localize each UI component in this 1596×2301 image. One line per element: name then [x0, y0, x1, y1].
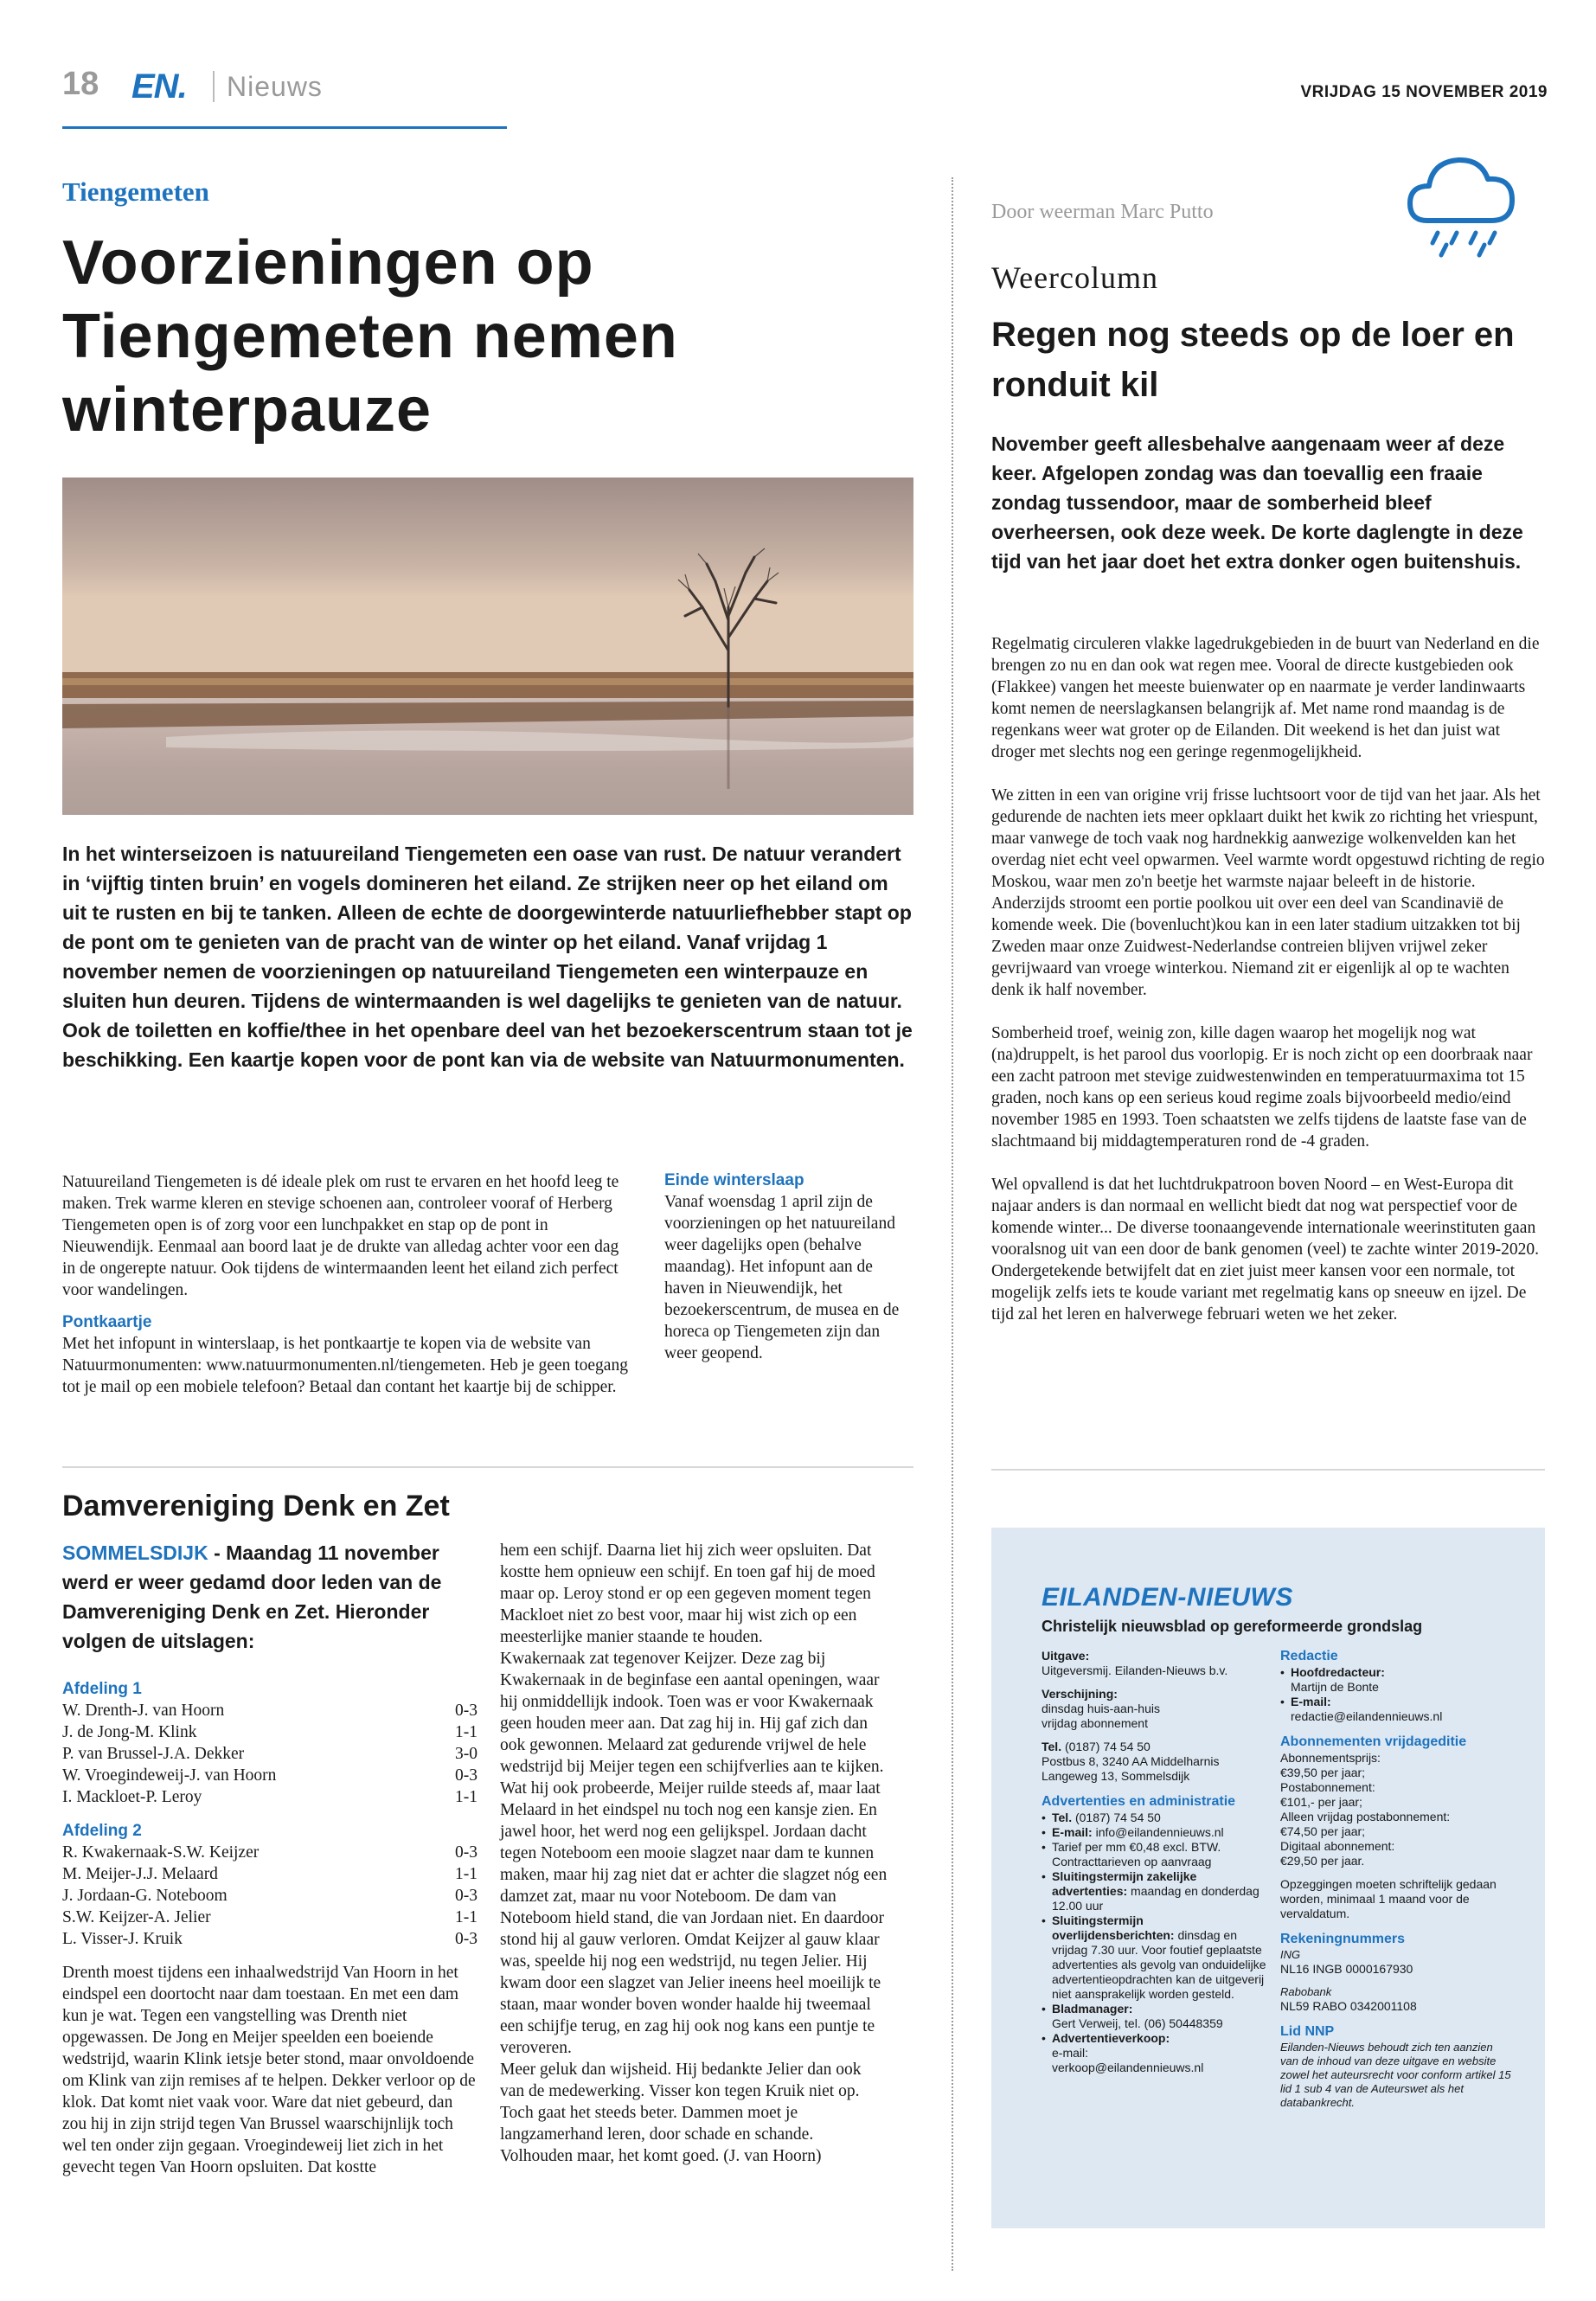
result-row — [62, 1907, 478, 1928]
colophon-item — [1280, 1695, 1514, 1724]
spacer — [1280, 1977, 1514, 1985]
weather-kicker: Weercolumn — [991, 260, 1159, 295]
weather-paragraph: Somberheid troef, weinig zon, kille dagen waarop het mogelijk nog wat (na)druppelt, is het parool dus voorlopig. Er is noch zicht op een doorbraak naar een zacht patroon met stevige zuidwestenwinden en temperatuurmaxima tot 15 graden, noch kans op een serieus koud regime zoals bijvoorbeeld medio/eind november 1985 en 1993. Toen schaatsten we zelfs tijdens de laatste fase van de slachtmaand bij middagtemperaturen rond de -4 graden. — [991, 1024, 1533, 1150]
colophon-value: (0187) 74 54 50 — [1061, 1740, 1151, 1753]
colophon-account: NL59 RABO 0342001108 — [1280, 1999, 1417, 2013]
colophon-value: Digitaal abonnement: — [1280, 1839, 1395, 1853]
spacer — [1042, 1678, 1266, 1687]
colophon-label: e-mail: — [1052, 2046, 1089, 2060]
weather-intro: November geeft allesbehalve aangenaam weer af deze keer. Afgelopen zondag was dan toevallig een fraaie zondag tussendoor, maar de somberheid bleef overheersen, ook deze week. De korte daglengte in deze tijd van het jaar doet het extra donker ogen buitenshuis. — [991, 433, 1523, 573]
result-score: 1-1 — [455, 1908, 478, 1926]
colophon-tagline: Christelijk nieuwsblad op gereformeerde grondslag — [1042, 1618, 1423, 1635]
colophon-value: Tarief per mm €0,48 excl. BTW. — [1052, 1840, 1221, 1854]
header-rule — [62, 126, 507, 129]
colophon-list — [1280, 1665, 1514, 1724]
colophon-item — [1042, 1869, 1266, 1913]
article-body — [62, 1171, 633, 1398]
colophon-label: Uitgave: — [1042, 1649, 1090, 1663]
colophon-publisher — [1042, 1649, 1266, 2075]
colophon-account: NL16 INGB 0000167930 — [1280, 1962, 1413, 1976]
weather-headline: Regen nog steeds op de loer en ronduit kil — [991, 316, 1515, 404]
colophon-label: Verschijning: — [1042, 1687, 1118, 1701]
article-intro: In het winterseizoen is natuureiland Tiengemeten een oase van rust. De natuur verandert in ‘vijftig tinten bruin’ en vogels domineren het eiland. Ze strijken neer op het eiland om uit te rusten en bij te tanken. Alleen de echte de doorgewinterde natuurliefhebber stapt op de pont om te genieten van de pracht van de winter op het eiland. Vanaf vrijdag 1 november nemen de voorzieningen op natuureiland Tiengemeten een winterpauze en sluiten hun deuren. Tijdens de wintermaanden is wel dagelijks te genieten van de natuur. Ook de toiletten en koffie/thee in het openbare deel van het bezoekerscentrum staan tot je beschikking. Een kaartje kopen voor de pont kan via de website van Natuurmonumenten. — [62, 843, 913, 1071]
colophon-value: Martijn de Bonte — [1291, 1680, 1379, 1694]
article-paragraph: Natuureiland Tiengemeten is dé ideale plek om rust te ervaren en het hoofd leeg te maken. Trek warme kleren en stevige schoenen aan, controleer vooraf of Herberg Tiengemeten open is of zorg voor een lunchpakket en stap op de pont in Nieuwendijk. Eenmaal aan boord laat je de drukte van alledag achter voor een dag in de ongerepte natuur. Ook tijdens de wintermaanden leent het eiland zich perfect voor wandelingen. — [62, 1173, 619, 1299]
result-score: 0-3 — [455, 1930, 478, 1948]
colophon-item — [1042, 1840, 1266, 1869]
result-row — [62, 1928, 478, 1950]
result-score: 0-3 — [455, 1887, 478, 1905]
dam-paragraph: Meer geluk dan wijsheid. Hij bedankte Jelier dan ook van de medewerking. Visser kon tegen Kruik niet op. Toch gaat het steeds beter. Dammen moet je langzamerhand leren, door schade en schande. Volhouden maar, het komt goed. (J. van Hoorn) — [500, 2061, 862, 2165]
colophon-logo: EILANDEN-NIEUWS — [1042, 1583, 1293, 1612]
colophon-bank: Rabobank — [1280, 1985, 1332, 1998]
colophon-bank: ING — [1280, 1948, 1301, 1961]
colophon-label: Hoofdredacteur: — [1291, 1665, 1385, 1679]
colophon-label: E-mail: — [1291, 1695, 1331, 1708]
colophon-value: €39,50 per jaar; — [1280, 1766, 1366, 1779]
colophon-label: Bladmanager: — [1052, 2002, 1133, 2016]
colophon-label: Sluitingstermijn zakelijke advertenties: — [1052, 1869, 1197, 1898]
colophon-heading: Advertenties en administratie — [1042, 1794, 1236, 1809]
colophon-item — [1042, 1913, 1266, 2002]
colophon-notice: Opzeggingen moeten schriftelijk gedaan worden, minimaal 1 maand voor de vervaldatum. — [1280, 1877, 1497, 1920]
colophon-value: Uitgeversmij. Eilanden-Nieuws b.v. — [1042, 1663, 1228, 1677]
colophon-item — [1042, 2031, 1266, 2075]
result-score: 1-1 — [455, 1788, 478, 1806]
result-match: S.W. Keijzer-A. Jelier — [62, 1908, 211, 1926]
colophon-phone — [1042, 1740, 1266, 1754]
colophon-value: €29,50 per jaar. — [1280, 1854, 1365, 1868]
colophon-value: maandag en donderdag 12.00 uur — [1052, 1884, 1259, 1913]
weather-body — [991, 633, 1545, 1347]
colophon-legal: Eilanden-Nieuws behoudt zich ten aanzien van de inhoud van deze uitgave en website zowel het auteursrecht voor conform artikel 15 lid 1 sub 4 van de Auteurswet als het databankrecht. — [1280, 2041, 1511, 2109]
subheading-einde-winterslaap: Einde winterslaap — [664, 1171, 804, 1189]
colophon-list — [1042, 1811, 1266, 2075]
header-separator — [213, 71, 215, 102]
article-kicker: Tiengemeten — [62, 176, 209, 207]
results-group-label: Afdeling 2 — [62, 1822, 142, 1840]
colophon-value: Abonnementsprijs: — [1280, 1751, 1381, 1765]
results-group-label: Afdeling 1 — [62, 1680, 142, 1698]
colophon-heading: Abonnementen vrijdageditie — [1280, 1734, 1467, 1749]
colophon-heading: Redactie — [1280, 1649, 1338, 1663]
rain-cloud-icon — [1401, 143, 1522, 260]
weather-paragraph: Regelmatig circuleren vlakke lagedrukgebieden in de buurt van Nederland en die brengen zo nu en dan ook wat regen mee. Vooral de directe kustgebieden ook (Flakkee) vangen het meeste buienwater op en naarmate je verder landinwaarts komt nemen de neerslagkansen belangrijk af. Met name rond maandag is de regenkans weer wat groter op de Eilanden. Dit weekend is het dan juist wat droger met slechts nog een geringe regenmogelijkheid. — [991, 635, 1540, 761]
result-row — [62, 1700, 478, 1721]
result-row — [62, 1786, 478, 1808]
colophon-label: E-mail: — [1052, 1825, 1093, 1839]
newspaper-logo: EN. — [131, 67, 187, 106]
article-paragraph: Met het infopunt in winterslaap, is het pontkaartje te kopen via de website van Natuurmonumenten: www.natuurmonumenten.nl/tiengemeten. Heb je geen toegang tot je mail op een mobiele telefoon? Betaal dan contant het kaartje bij de schipper. — [62, 1335, 628, 1396]
result-score: 1-1 — [455, 1723, 478, 1741]
spacer — [1280, 1868, 1514, 1877]
colophon-label: Tel. — [1042, 1740, 1062, 1753]
result-row — [62, 1885, 478, 1907]
result-row — [62, 1765, 478, 1786]
result-row — [62, 1721, 478, 1743]
result-score: 0-3 — [455, 1702, 478, 1720]
spacer — [62, 1950, 478, 1962]
colophon-editorial — [1280, 1649, 1514, 2110]
colophon-value: (0187) 74 54 50 — [1072, 1811, 1161, 1824]
result-match: I. Mackloet-P. Leroy — [62, 1788, 202, 1806]
result-match: J. de Jong-M. Klink — [62, 1723, 197, 1741]
colophon-email-link[interactable]: info@eilandennieuws.nl — [1092, 1825, 1224, 1839]
colophon-value: dinsdag en vrijdag 7.30 uur. Voor foutief geplaatste advertenties als gevolg van onduidelijke advertentieopdrachten kan de uitgeverij niet aansprakelijk worden gesteld. — [1052, 1928, 1266, 2001]
dam-paragraph: Kwakernaak zat tegenover Keijzer. Deze zag bij Kwakernaak in de beginfase een aantal openingen, waar hij onmiddellijk indook. Toen was er voor Kwakernaak geen houden meer aan. Dat zag hij in. Hij gaf zich dan ook gewonnen. Melaard zat gedurende vrijwel de hele wedstrijd bij Meijer tegen een schijfverlies aan te kijken. — [500, 1650, 884, 1776]
colophon-value: €101,- per jaar; — [1280, 1795, 1362, 1809]
issue-date: VRIJDAG 15 NOVEMBER 2019 — [1300, 83, 1548, 101]
weather-paragraph: We zitten in een van origine vrij frisse luchtsoort voor de tijd van het jaar. Als het gedurende de nachten iets meer opklaart duikt het kwik zo richting het vriespunt, maar vanwege de toch vaak nog hardnekkig aanwezige wolkenvelden kan het overdag niet echt veel opwarmen. Veel warmte wordt opgestuwd richting de regio Moskou, waar men zo'n beetje het warmste najaar beleeft in de historie. Anderzijds stroomt een portie poolkou uit over een deel van Scandinavië de komende week. Die (bovenlucht)kou kan in een later stadium uitzakken tot bij Zweden maar onze Zuidwest-Nederlandse contreien blijven vrijwel zeker gevrijwaard van vroege winterkou. Niemand zit er eigenlijk al op te wachten denk ik half november. — [991, 786, 1545, 999]
colophon-value: €74,50 per jaar; — [1280, 1824, 1366, 1838]
colophon-value: Langeweg 13, Sommelsdijk — [1042, 1769, 1190, 1783]
colophon-value: Postabonnement: — [1280, 1780, 1375, 1794]
colophon-item — [1042, 2002, 1266, 2031]
dam-results — [62, 1678, 478, 2178]
dam-intro — [62, 1538, 478, 1656]
dam-intro-text: - Maandag 11 november werd er weer gedamd door leden van de Damvereniging Denk en Zet. Hieronder volgen de uitslagen: — [62, 1541, 442, 1652]
dam-paragraph: hem een schijf. Daarna liet hij zich weer opsluiten. Dat kostte hem opnieuw een schijf. En toen gaf hij de moed maar op. Leroy stond er op een gegeven moment tegen Mackloet niet zo best voor, maar hij wist zich op een meesterlijke manier staande te houden. — [500, 1541, 875, 1646]
result-match: J. Jordaan-G. Noteboom — [62, 1887, 228, 1905]
subheading-pontkaartje: Pontkaartje — [62, 1313, 152, 1331]
colophon-item — [1042, 1811, 1266, 1825]
result-score: 1-1 — [455, 1865, 478, 1883]
section-divider — [62, 1466, 913, 1468]
section-label: Nieuws — [227, 71, 323, 102]
dam-paragraph: Wat hij ook probeerde, Meijer ruilde steeds af, maar laat Melaard in het eindspel nu toch nog een kansje zien. En jawel hoor, het werd nog een gelijkspel. Jordaan dacht tegen Noteboom een mooie slagzet naar dam te kunnen maken, maar hij zag niet dat er achter die slagzet nóg een damzet zat, maar nu voor Noteboom. De dam van Noteboom hield stand, die van Jordaan niet. En daardoor stond hij al gauw verloren. Omdat Keijzer al gauw klaar was, speelde hij nog een wedstrijd, nu tegen Jelier. Hij kwam door een slagzet van Jelier ineens heel moeilijk te staan, maar wonder boven wonder haalde hij tweemaal een schijfje terug, en zag hij ook nog kans een puntje te veroveren. — [500, 1779, 888, 2057]
spacer — [62, 1808, 478, 1820]
colophon-value: Alleen vrijdag postabonnement: — [1280, 1810, 1451, 1823]
result-score: 3-0 — [455, 1745, 478, 1763]
colophon-label: Tel. — [1052, 1811, 1073, 1824]
colophon-value: vrijdag abonnement — [1042, 1716, 1148, 1730]
dam-body — [500, 1540, 889, 2167]
colophon-value: Contracttarieven op aanvraag — [1052, 1855, 1212, 1868]
colophon-label: Advertentieverkoop: — [1052, 2031, 1170, 2045]
result-match: M. Meijer-J.J. Melaard — [62, 1865, 218, 1883]
result-match: R. Kwakernaak-S.W. Keijzer — [62, 1843, 260, 1862]
article-paragraph: Vanaf woensdag 1 april zijn de voorzieningen op het natuureiland weer dagelijks open (behalve maandag). Het infopunt aan de haven in Nieuwendijk, het bezoekerscentrum, de musea en de horeca op Tiengemeten zijn dan weer geopend. — [664, 1193, 900, 1362]
colophon-heading: Lid NNP — [1280, 2024, 1335, 2039]
weather-byline: Door weerman Marc Putto — [991, 201, 1214, 223]
article-sidebar — [664, 1170, 915, 1364]
colophon-heading: Rekeningnummers — [1280, 1932, 1406, 1946]
colophon-value: Gert Verweij, tel. (06) 50448359 — [1052, 2016, 1223, 2030]
result-match: P. van Brussel-J.A. Dekker — [62, 1745, 245, 1763]
dateline-place: SOMMELSDIJK — [62, 1541, 208, 1564]
winter-landscape-illustration — [62, 478, 913, 815]
result-score: 0-3 — [455, 1843, 478, 1862]
weather-divider — [991, 1469, 1545, 1471]
colophon-email-link[interactable]: redactie@eilandennieuws.nl — [1291, 1709, 1443, 1723]
result-score: 0-3 — [455, 1766, 478, 1785]
colophon-email-link[interactable]: verkoop@eilandennieuws.nl — [1052, 2061, 1204, 2074]
result-match: L. Visser-J. Kruik — [62, 1930, 183, 1948]
colophon-item — [1042, 1825, 1266, 1840]
article-photo — [62, 478, 913, 815]
colophon-value: Postbus 8, 3240 AA Middelharnis — [1042, 1754, 1220, 1768]
article-headline: Voorzieningen op Tiengemeten nemen winterpauze — [62, 228, 678, 445]
page-number: 18 — [62, 66, 99, 102]
colophon-label: Sluitingstermijn overlijdensberichten: — [1052, 1913, 1175, 1942]
result-match: W. Vroegindeweij-J. van Hoorn — [62, 1766, 277, 1785]
dam-paragraph: Drenth moest tijdens een inhaalwedstrijd Van Hoorn in het eindspel een doortocht naar dam toestaan. En met een dam kun je wat. Tegen een vangstelling was Drenth niet opgewassen. De Jong en Meijer speelden een boeiende wedstrijd, waarin Klink ietsje beter stond, maar onvoldoende om Klink van zijn remises af te helpen. Dekker verloor op de klok. Dat komt niet vaak voor. Ware dat niet gebeurd, dan zou hij in zijn strijd tegen Van Brussel waarschijnlijk toch wel ten onder zijn gegaan. Vroegindeweij liet zich in het gevecht tegen Van Hoorn opsluiten. Dat kostte — [62, 1964, 476, 2176]
spacer — [1042, 1731, 1266, 1740]
result-row — [62, 1863, 478, 1885]
colophon-value: dinsdag huis-aan-huis — [1042, 1702, 1160, 1715]
weather-paragraph: Wel opvallend is dat het luchtdrukpatroon boven Noord – en West-Europa dit najaar anders is dan normaal en wellicht biedt dat nog wat perspectief voor de komende winter... De diverse toonaangevende internationale weerinstituten gaan vooralsnog uit van een door de bank genomen (veel) te zachte winter 2019-2020. Ondergetekende betwijfelt dat en ziet juist meer kansen voor een normale, tot mogelijk zelfs iets te koude variant met regelmatig kans op sneeuw en ijzel. De tijd zal het leren en halverwege februari weten we het zeker. — [991, 1176, 1539, 1324]
result-row — [62, 1842, 478, 1863]
colophon-item — [1280, 1665, 1514, 1695]
result-row — [62, 1743, 478, 1765]
dam-title: Damvereniging Denk en Zet — [62, 1490, 450, 1522]
column-divider — [952, 177, 953, 2271]
result-match: W. Drenth-J. van Hoorn — [62, 1702, 225, 1720]
